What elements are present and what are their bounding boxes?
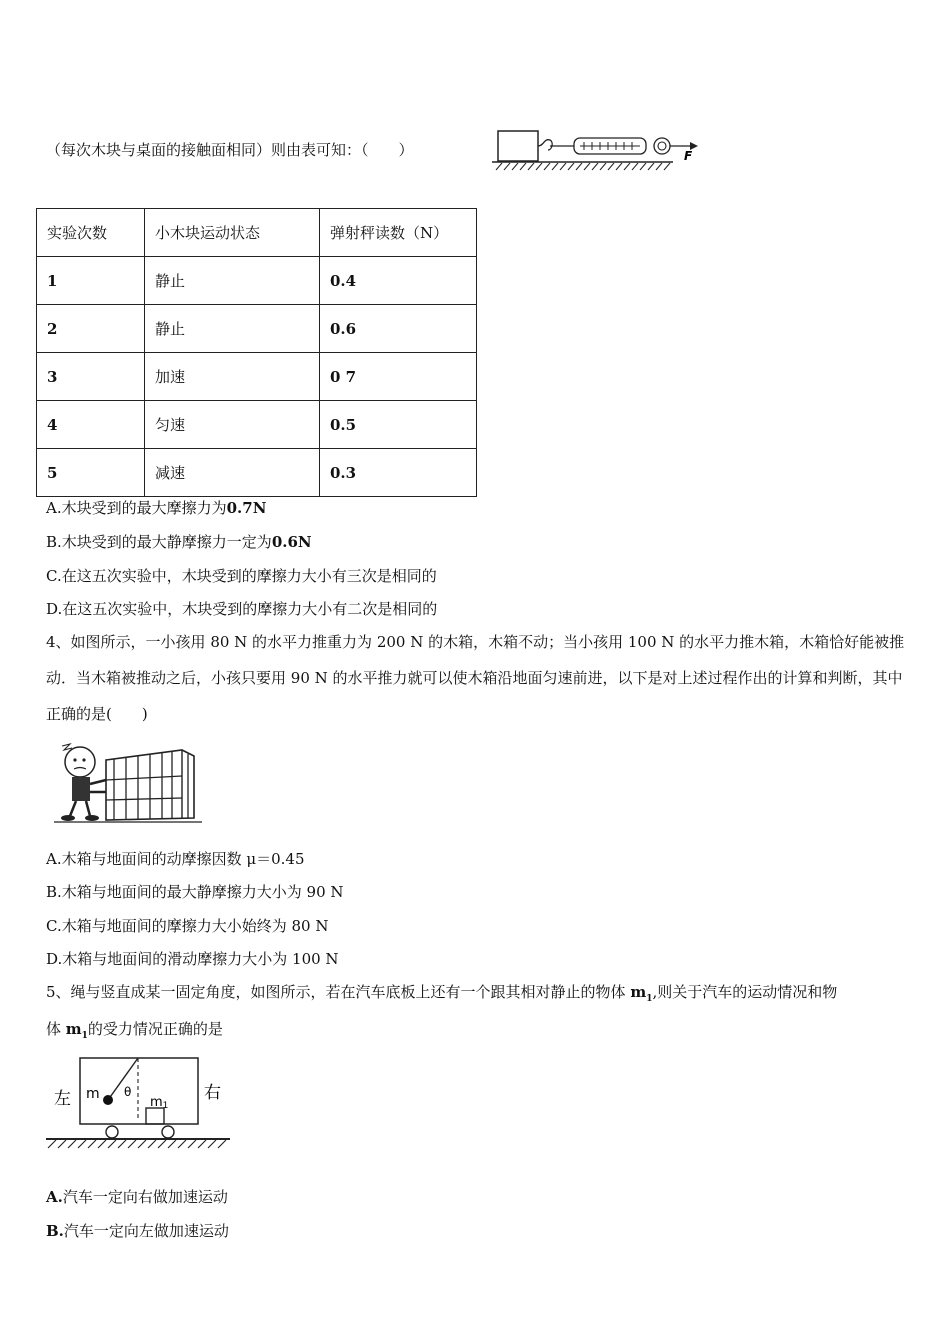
q5-stem-line2: 体 $m_1$的受力情况正确的是 [46,1020,223,1041]
force-label: F [684,149,693,163]
q3-option-c: C.在这五次实验中，木块受到的摩擦力大小有三次是相同的 [46,567,437,585]
header-cell: 小木块运动状态 [145,209,320,257]
ground-hatching [48,1140,226,1148]
ball-label: m [86,1086,100,1102]
q4-option-c: C.木箱与地面间的摩擦力大小始终为 80 N [46,917,329,935]
q5-option-a: A.汽车一定向右做加速运动 [46,1188,228,1206]
motion-state: 匀速 [145,401,320,449]
scale-ticks [580,142,640,150]
table-row [37,401,477,449]
motion-state: 减速 [145,449,320,497]
table-row [37,449,477,497]
q3-option-b: B.木块受到的最大静摩擦力一定为0.6N [46,533,312,551]
motion-state: 静止 [145,305,320,353]
spring-scale-figure [488,126,703,174]
angle-label: θ [124,1085,132,1099]
trial-number: 5 [37,449,145,497]
q3-option-d: D.在这五次实验中，木块受到的摩擦力大小有二次是相同的 [46,600,438,618]
table-row [37,305,477,353]
trial-number: 1 [37,257,145,305]
pendulum-ball [103,1095,113,1105]
block-m1 [146,1108,164,1124]
header-cell: 实验次数 [37,209,145,257]
scale-ring [654,138,670,154]
surface-hatching [496,163,670,170]
block-label: m1 [150,1095,169,1111]
scale-reading: 0.3 [320,449,477,497]
child-pushing-crate-figure [54,740,204,826]
pendulum-string [108,1058,138,1100]
left-label: 左 [54,1089,71,1109]
header-cell: 弹射秤读数（N） [320,209,477,257]
q5-stem-line1: 5、绳与竖直成某一固定角度，如图所示，若在汽车底板上还有一个跟其相对静止的物体 $m_1$,则关于汽车的运动情况和物 [46,983,838,1004]
child-head [65,747,95,777]
scale-reading: 0.4 [320,257,477,305]
scale-reading: 0.6 [320,305,477,353]
wood-block [498,131,538,161]
trial-number: 3 [37,353,145,401]
q3-option-a: A.木块受到的最大摩擦力为0.7N [46,499,267,517]
right-label: 右 [204,1083,221,1103]
motion-state: 加速 [145,353,320,401]
car-pendulum-figure [44,1050,234,1150]
table-header-row [37,209,477,257]
table-row [37,353,477,401]
wheel-left [106,1126,118,1138]
trial-number: 4 [37,401,145,449]
scale-reading: 0.5 [320,401,477,449]
table-row [37,257,477,305]
motion-state: 静止 [145,257,320,305]
q4-option-a: A.木箱与地面间的动摩擦因数 μ＝0.45 [46,850,305,868]
intro-text: （每次木块与桌面的接触面相同）则由表可知：（ ） [46,141,414,159]
wheel-right [162,1126,174,1138]
child-body [72,777,90,801]
trial-number: 2 [37,305,145,353]
q4-option-d: D.木箱与地面间的滑动摩擦力大小为 100 N [46,950,339,968]
q5-option-b: B.汽车一定向左做加速运动 [46,1222,229,1240]
scale-reading: 0 7 [320,353,477,401]
experiment-table [36,208,477,497]
hook [538,140,552,150]
q4-stem: 4、如图所示，一小孩用 80 N 的水平力推重力为 200 N 的木箱，木箱不动；当小孩用 100 N 的水平力推木箱，木箱恰好能被推动．当木箱被推动之后，小孩只要用 90 N 的水平推力就可以使木箱沿地面匀速前进，以下是对上述过程作出的计算和判断，其中正确的是( ) [46,633,905,723]
q4-option-b: B.木箱与地面间的最大静摩擦力大小为 90 N [46,883,344,901]
